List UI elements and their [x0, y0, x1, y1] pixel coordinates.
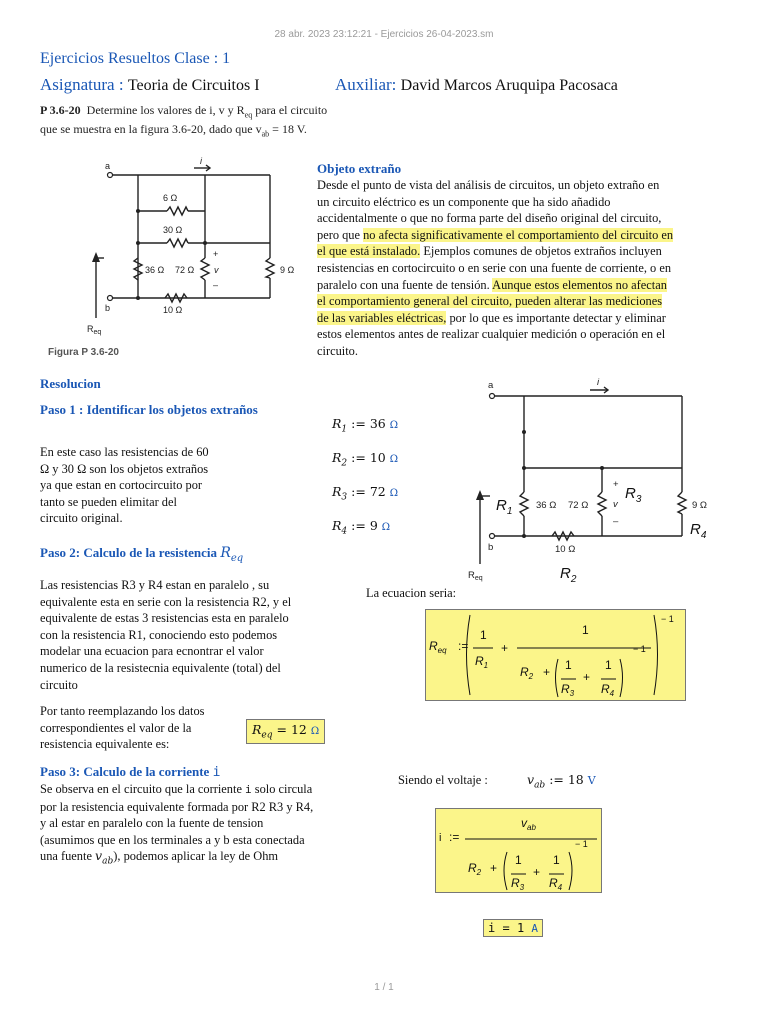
fig1-plus: +: [213, 249, 219, 259]
fig2-minus: –: [613, 516, 619, 527]
figure-circuit-original: [48, 150, 310, 365]
objeto-line: [317, 277, 742, 294]
i-equation: [435, 808, 603, 894]
eq-req-one-d: 1: [605, 658, 612, 672]
def-vab: $v_{ab}$ := 18 V: [527, 772, 596, 791]
objeto-line: resistencias en cortocircuito o en serie con una fuente de corriente, o en: [317, 260, 672, 275]
eq-req-r1: $R_1$: [475, 654, 489, 670]
fig2-plus: +: [613, 479, 619, 490]
req-result: $R_{eq} = 12$ Ω: [246, 719, 325, 744]
eq-req-lhs: $R_{eq}$: [429, 639, 447, 655]
voltaje-label: Siendo el voltaje :: [398, 773, 488, 787]
paso2-line: equivalente de estas 3 resistencias esta en paralelo: [40, 611, 289, 626]
page-header: 28 abr. 2023 23:12:21 - Ejercicios 26-04-2023.sm: [274, 29, 494, 40]
objeto-highlight: Aunque estos elementos no afectan: [492, 277, 667, 292]
objeto-line: [317, 310, 742, 327]
fig2-R1: $R_1$: [496, 497, 513, 517]
figure-circuit-simplified: [460, 374, 720, 589]
def-r3: $R_3$ := 72 Ω: [332, 484, 398, 503]
paso3-text-d: ), podemos aplicar la ley de Ohm: [113, 849, 279, 864]
objeto-line: circuito.: [317, 343, 358, 358]
paso2-line: equivalente esta en serie con la resistencia R2, y el: [40, 594, 292, 609]
paso2-line: Las resistencias R3 y R4 estan en paralelo , su: [40, 578, 270, 592]
fig2-R2: $R_2$: [560, 565, 577, 585]
fig1-r9: 9 Ω: [280, 265, 295, 275]
fig2-node-a: a: [488, 380, 494, 391]
objeto-line: [317, 243, 742, 260]
objeto-highlight: el que está instalado.: [317, 244, 421, 259]
paso3-title-var: i: [212, 765, 221, 780]
paso3-title: [40, 764, 220, 780]
eq-req-one-b: 1: [582, 623, 589, 637]
eq-i-exp: − 1: [575, 839, 588, 849]
objeto-text: pero que: [317, 227, 364, 242]
problem-line1-sub: eq: [244, 110, 253, 120]
def-r1: $R_1$ := 36 Ω: [332, 416, 398, 435]
paso3-line: [40, 848, 370, 870]
paso2-line: con la resistencia R1, conociendo esto podemos: [40, 627, 278, 642]
paso3-vab: $v_{ab}$: [95, 848, 114, 867]
resolucion-heading: Resolucion: [40, 376, 101, 391]
paso3-line: (asumimos que en los terminales a y b esta conectada: [40, 832, 305, 847]
fig1-current-label: i: [200, 156, 202, 166]
objeto-line: [317, 293, 742, 310]
paso3-text: [40, 781, 370, 870]
eq-i-plus: +: [490, 861, 498, 875]
paso2-line: circuito: [40, 677, 78, 692]
fig1-v-label: v: [214, 265, 219, 275]
objeto-line: un circuito eléctrico es un componente que ha sido añadido: [317, 194, 611, 209]
objeto-paragraph: [317, 177, 742, 360]
eq-i-lhs: i: [439, 832, 442, 844]
paso2-title-var: $R_{eq}$: [220, 545, 244, 564]
paso2-text2: [40, 703, 250, 753]
eq-req-outer-exp: − 1: [661, 614, 674, 624]
fig1-caption: Figura P 3.6-20: [48, 347, 119, 358]
problem-line1-end: para el circuito: [252, 103, 328, 117]
fig2-r36: 36 Ω: [536, 500, 557, 511]
fig1-minus: –: [213, 280, 219, 290]
eq-i-num: $v_{ab}$: [521, 816, 536, 832]
eq-i-one-a: 1: [515, 853, 522, 867]
paso3-line: por la resistencia equivalente formada por R2 R3 y R4,: [40, 799, 314, 814]
paso2-line: modelar una ecuacion para ecnontrar el valor: [40, 644, 264, 659]
paso3-text-a: Se observa en el circuito que la corriente: [40, 782, 246, 796]
objeto-title: Objeto extraño: [317, 161, 402, 176]
paso2-title: [40, 545, 243, 564]
auxiliar-row: [335, 75, 618, 95]
fig2-v-label: v: [613, 499, 618, 510]
auxiliar-value: David Marcos Aruquipa Pacosaca: [400, 77, 618, 94]
paso1-title: Paso 1 : Identificar los objetos extraños: [40, 402, 258, 417]
asignatura-value: Teoria de Circuitos I: [127, 77, 260, 94]
eq-i-r3: $R_3$: [511, 876, 525, 892]
eq-req-inner-exp: − 1: [633, 644, 646, 654]
fig2-req: $R_{eq}$: [468, 570, 483, 582]
paso3-text-b: solo circula: [251, 782, 313, 796]
fig2-r9: 9 Ω: [692, 500, 708, 511]
fig2-r10: 10 Ω: [555, 544, 576, 555]
paso2-line: numerico de la resistecnia equivalente (total) del: [40, 660, 281, 675]
problem-line1: Determine los valores de i, v y R: [86, 103, 245, 117]
paso2-title-text: Paso 2: Calculo de la resistencia: [40, 545, 221, 560]
def-r4: $R_4$ := 9 Ω: [332, 518, 391, 537]
auxiliar-label: Auxiliar:: [335, 75, 397, 94]
def-r2: $R_2$ := 10 Ω: [332, 450, 398, 469]
paso2-text: [40, 577, 370, 693]
paso1-line: ya que estan en cortocircuito por: [40, 478, 203, 493]
eq-i-one-b: 1: [553, 853, 560, 867]
eq-req-plus: +: [501, 641, 509, 655]
doc-title: Ejercicios Resueltos Clase : 1: [40, 50, 231, 67]
fig2-R4: $R_4$: [690, 521, 707, 541]
paso2-line: correspondientes el valor de la: [40, 720, 192, 735]
objeto-highlight: el comportamiento general del circuito, pueden alterar las mediciones: [317, 294, 663, 309]
fig2-node-b: b: [488, 542, 494, 553]
paso3-line: [40, 781, 370, 799]
eq-req-plus3: +: [583, 670, 591, 684]
paso1-line: En este caso las resistencias de 60: [40, 445, 209, 459]
paso2-line: Por tanto reemplazando los datos: [40, 704, 205, 718]
fig1-r36: 36 Ω: [145, 265, 165, 275]
eq-req-r3: $R_3$: [561, 682, 575, 698]
paso1-line: circuito original.: [40, 511, 123, 526]
objeto-line: Desde el punto de vista del análisis de circuitos, un objeto extraño en: [317, 178, 660, 192]
fig1-req: $R_{eq}$: [87, 324, 102, 336]
fig1-r6: 6 Ω: [163, 193, 178, 203]
problem-line2-end: = 18 V.: [269, 122, 307, 137]
problem-number: P 3.6-20: [40, 103, 81, 117]
paso3-title-text: Paso 3: Calculo de la corriente: [40, 764, 213, 779]
fig1-node-a: a: [105, 161, 111, 171]
eq-req-plus2: +: [543, 665, 551, 679]
fig1-r72: 72 Ω: [175, 265, 195, 275]
objeto-text: por lo que es importante detectar y eliminar: [446, 310, 666, 325]
fig1-r30: 30 Ω: [163, 225, 183, 235]
paso1-line: tanto se pueden elimitar del: [40, 494, 177, 509]
i-result: i = 1 A: [483, 919, 543, 937]
eq-i-r4: $R_4$: [549, 876, 563, 892]
paso2-line: resistencia equivalente es:: [40, 737, 170, 752]
objeto-text: paralelo con una fuente de tensión.: [317, 277, 493, 292]
eq-req-r4: $R_4$: [601, 682, 615, 698]
eq-i-plus2: +: [533, 865, 541, 879]
fig1-r10: 10 Ω: [163, 305, 183, 315]
eq-req-op: :=: [458, 639, 469, 653]
eq-i-r2: $R_2$: [468, 861, 482, 877]
objeto-highlight: no afecta significativamente el comportamiento del circuito en: [363, 227, 674, 242]
objeto-line: estos elementos antes de realizar cualquier medición o operación en el: [317, 327, 666, 342]
problem-line2: que se muestra en la figura 3.6-20, dado que v: [40, 122, 262, 137]
eq-i-op: :=: [449, 830, 460, 844]
ecuacion-label: La ecuacion seria:: [366, 586, 457, 600]
fig2-current-label: i: [597, 377, 600, 388]
asignatura-label: Asignatura :: [40, 75, 124, 94]
paso3-text-c: una fuente: [40, 849, 96, 864]
eq-req-r2: $R_2$: [520, 665, 534, 681]
paso1-line: Ω y 30 Ω son los objetos extraños: [40, 461, 209, 476]
objeto-line: [317, 227, 742, 244]
fig2-R3: $R_3$: [625, 485, 642, 505]
problem-statement: [40, 103, 380, 142]
page-number: 1 / 1: [374, 982, 394, 993]
objeto-highlight: de las variables eléctricas,: [317, 310, 447, 325]
paso3-line: y al estar en paralelo con la fuente de tension: [40, 816, 264, 831]
objeto-text: Ejemplos comunes de objetos extraños incluyen: [420, 244, 662, 259]
paso3-var-i: i: [245, 783, 252, 796]
eq-req-one-c: 1: [565, 658, 572, 672]
fig2-r72: 72 Ω: [568, 500, 589, 511]
paso1-text: [40, 444, 270, 527]
objeto-line: accidentalmente o que no forma parte del diseño original del circuito,: [317, 211, 662, 226]
req-equation: [425, 609, 687, 701]
asignatura-row: [40, 75, 260, 95]
problem-line2-sub: ab: [261, 129, 270, 139]
fig1-node-b: b: [105, 303, 111, 313]
eq-req-one-a: 1: [480, 628, 487, 642]
